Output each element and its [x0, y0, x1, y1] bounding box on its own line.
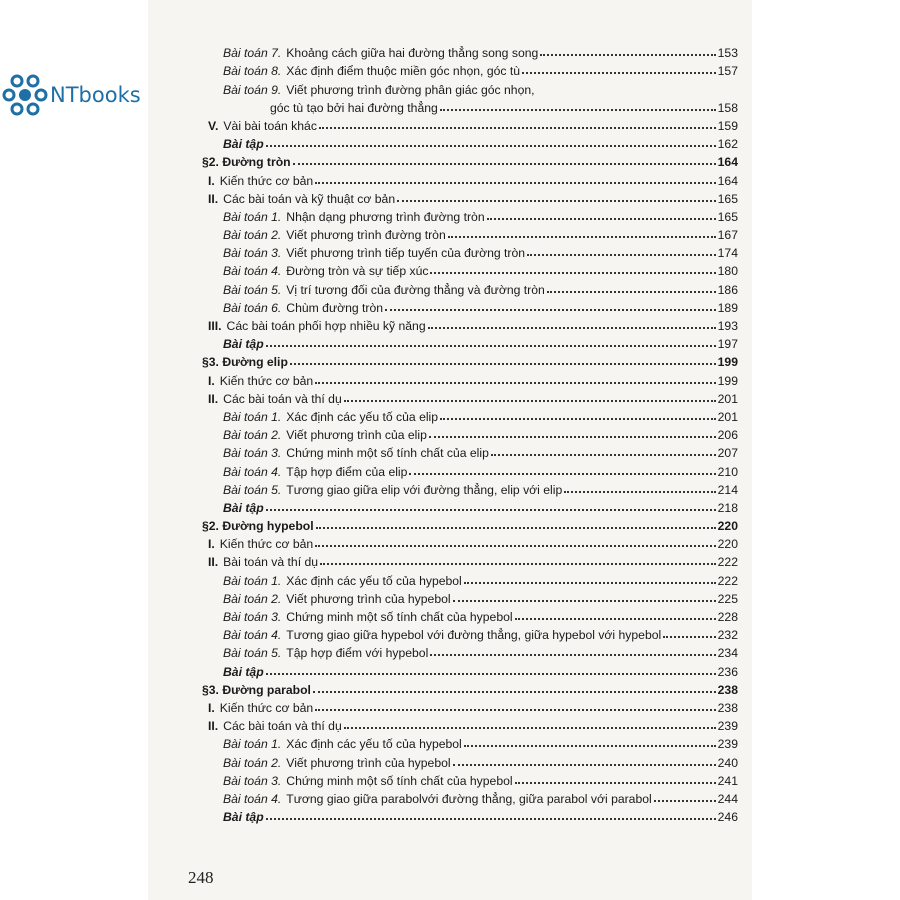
toc-entry-title: Bài tập [223, 664, 264, 679]
toc-entry-title: Các bài toán phối hợp nhiều kỹ năng [226, 319, 426, 333]
leader-dots [428, 327, 716, 329]
leader-dots [266, 673, 716, 675]
toc-entry-page: 236 [717, 664, 738, 679]
toc-entry-page: 222 [717, 555, 738, 570]
leader-dots [320, 563, 716, 565]
toc-entry [202, 424, 738, 442]
toc-entry-page: 201 [717, 409, 738, 424]
toc-entry-title: Chứng minh một số tính chất của elip [286, 446, 489, 461]
toc-entry [202, 715, 738, 733]
toc-entry-title: Tương giao giữa hypebol với đường thẳng, giữa hypebol với hypebol [286, 628, 662, 643]
toc-entry-label: III. [208, 319, 222, 333]
toc-entry-label: Bài toán 4. [223, 464, 282, 479]
toc-entry-label: I. [208, 537, 215, 552]
toc-entry-label: II. [208, 555, 219, 570]
toc-entry-label: Bài toán 7. [223, 46, 282, 61]
toc-entry-title: Kiến thức cơ bản [219, 373, 314, 388]
toc-entry-label: Bài toán 3. [223, 246, 282, 261]
toc-entry [202, 333, 738, 351]
toc-entry-page: 240 [717, 755, 738, 770]
toc-entry-title: Bài tập [223, 137, 264, 152]
leader-dots [316, 527, 716, 529]
toc-entry-page: 239 [717, 719, 738, 734]
toc-entry-label: I. [208, 373, 215, 388]
toc-entry-title: Bài tập [223, 337, 264, 352]
toc-entry-title: Nhận dạng phương trình đường tròn [286, 209, 485, 224]
toc-entry-title: §3. Đường elip [202, 355, 288, 370]
toc-entry [202, 78, 738, 96]
toc-entry-label: Bài toán 5. [223, 282, 282, 297]
leader-dots [397, 200, 716, 202]
toc-entry-label: Bài toán 1. [223, 209, 282, 224]
toc-entry-page: 206 [717, 428, 738, 443]
toc-entry [202, 569, 738, 587]
toc-entry-title: Xác định điểm thuộc miền góc nhọn, góc tù [286, 64, 521, 79]
toc-entry-title: Chùm đường tròn [286, 300, 384, 315]
toc-entry-page: 246 [717, 810, 738, 825]
leader-dots [315, 382, 715, 384]
brand-name: NTbooks [50, 83, 141, 107]
leader-dots [430, 654, 715, 656]
toc-entry-page: 218 [717, 500, 738, 515]
leader-dots [429, 436, 716, 438]
toc-entry-label: Bài toán 8. [223, 64, 282, 79]
toc-entry-label: Bài toán 1. [223, 573, 282, 588]
toc-entry [202, 406, 738, 424]
toc-entry [202, 351, 738, 369]
toc-entry-page: 193 [717, 319, 738, 333]
toc-entry-label: II. [208, 191, 219, 206]
toc-entry-label: II. [208, 719, 219, 734]
toc-entry-title: §2. Đường hypebol [202, 519, 314, 534]
toc-entry-label: Bài toán 1. [223, 409, 282, 424]
leader-dots [315, 545, 715, 547]
toc-entry-title: Vị trí tương đối của đường thẳng và đường tròn [286, 282, 545, 297]
leader-dots [315, 709, 715, 711]
leader-dots [564, 491, 715, 493]
toc-entry-page: 162 [717, 137, 738, 152]
toc-entry-title: Khoảng cách giữa hai đường thẳng song song [286, 46, 539, 61]
toc-entry-page: 164 [717, 155, 738, 170]
toc-entry-title: Chứng minh một số tính chất của hypebol [286, 610, 513, 624]
toc-entry-page: 222 [717, 573, 738, 588]
toc-entry [202, 115, 738, 133]
toc-entry [202, 551, 738, 569]
toc-entry-title: Bài tập [223, 810, 264, 825]
toc-entry-label: V. [208, 118, 219, 133]
leader-dots [266, 145, 716, 147]
leader-dots [515, 618, 716, 620]
toc-entry-label: Bài toán 4. [223, 264, 282, 279]
toc-entry-page: 207 [717, 446, 738, 461]
toc-entry-title: Xác định các yếu tố của elip [286, 409, 439, 424]
toc-entry-title: Kiến thức cơ bản [219, 173, 314, 188]
toc-entry-label: II. [208, 391, 219, 406]
leader-dots [293, 163, 716, 165]
toc-entry-label: Bài toán 5. [223, 646, 282, 661]
toc-entry-title: Viết phương trình tiếp tuyến của đường tròn [286, 246, 526, 261]
leader-dots [453, 764, 716, 766]
toc-entry-label: Bài toán 5. [223, 482, 282, 497]
leader-dots [540, 54, 715, 56]
toc-entry-page: 164 [717, 173, 738, 188]
toc-entry-page: 238 [717, 682, 738, 697]
leader-dots [266, 509, 716, 511]
toc-entry [202, 151, 738, 169]
toc-entry [202, 515, 738, 533]
toc-entry [202, 278, 738, 296]
toc-entry [202, 169, 738, 187]
toc-entry-page: 199 [717, 355, 738, 370]
toc-entry [202, 497, 738, 515]
leader-dots [319, 127, 716, 129]
leader-dots [313, 691, 716, 693]
toc-entry-label: Bài toán 1. [223, 737, 282, 752]
toc-entry [202, 697, 738, 715]
toc-entry-title: Viết phương trình đường tròn [286, 228, 446, 243]
toc-entry-page: 234 [717, 646, 738, 661]
toc-entry-page: 220 [717, 519, 738, 534]
leader-dots [487, 218, 716, 220]
leader-dots [290, 363, 716, 365]
ntbooks-logo [2, 72, 152, 118]
toc-entry [202, 660, 738, 678]
toc-entry [202, 770, 738, 788]
toc-entry [202, 442, 738, 460]
toc-entry-page: 153 [717, 46, 738, 61]
toc-entry-title: Tập hợp điểm của elip [286, 464, 408, 479]
toc-entry-title: Bài toán và thí dụ [223, 555, 319, 570]
toc-entry-title: Vài bài toán khác [223, 118, 317, 133]
toc-entry [202, 369, 738, 387]
toc-entry [202, 679, 738, 697]
toc-entry [202, 806, 738, 824]
toc-entry-label: Bài toán 3. [223, 610, 282, 624]
table-of-contents [202, 42, 738, 824]
toc-entry [202, 533, 738, 551]
toc-entry-label: Bài toán 9. [223, 82, 282, 97]
leader-dots [385, 309, 716, 311]
toc-entry-label: Bài toán 2. [223, 228, 282, 243]
toc-entry-label: Bài toán 2. [223, 591, 282, 606]
toc-entry-title: Viết phương trình đường phân giác góc nhọn, [286, 82, 535, 97]
toc-entry-title: Các bài toán và kỹ thuật cơ bản [223, 191, 396, 206]
toc-entry-title: Tương giao giữa parabolvới đường thẳng, giữa parabol với parabol [286, 791, 652, 806]
toc-entry [202, 188, 738, 206]
leader-dots [344, 727, 716, 729]
leader-dots [515, 782, 716, 784]
toc-entry-title: Viết phương trình của hypebol [286, 755, 451, 770]
toc-entry-page: 210 [717, 464, 738, 479]
toc-entry [202, 624, 738, 642]
toc-entry-page: 238 [717, 700, 738, 715]
toc-entry-title: Các bài toán và thí dụ [223, 391, 342, 406]
leader-dots [663, 636, 715, 638]
toc-entry-page: 159 [717, 118, 738, 133]
toc-entry-label: Bài toán 4. [223, 791, 282, 806]
leader-dots [315, 182, 715, 184]
toc-entry-page: 189 [717, 300, 738, 315]
toc-entry-label: I. [208, 173, 215, 188]
toc-entry-page: 197 [717, 337, 738, 352]
leader-dots [266, 345, 716, 347]
toc-entry [202, 460, 738, 478]
toc-entry-label: Bài toán 2. [223, 755, 282, 770]
leader-dots [654, 800, 716, 802]
leader-dots [464, 745, 716, 747]
toc-entry [202, 133, 738, 151]
leader-dots [491, 454, 716, 456]
leader-dots [440, 109, 716, 111]
toc-entry-page: 167 [717, 228, 738, 243]
molecule-icon [2, 72, 48, 118]
toc-entry [202, 297, 738, 315]
toc-entry-label: Bài toán 6. [223, 300, 282, 315]
toc-entry-page: 157 [717, 64, 738, 79]
leader-dots [464, 582, 716, 584]
toc-entry-title: Viết phương trình của hypebol [286, 591, 451, 606]
toc-entry [202, 479, 738, 497]
toc-entry-page: 228 [717, 610, 738, 624]
toc-entry-page: 165 [717, 191, 738, 206]
toc-entry-title: Bài tập [223, 500, 264, 515]
toc-entry [202, 788, 738, 806]
leader-dots [453, 600, 716, 602]
toc-entry-title: góc tù tạo bởi hai đường thẳng [270, 100, 438, 115]
toc-entry-title: Tập hợp điểm với hypebol [286, 646, 429, 661]
toc-entry [202, 751, 738, 769]
toc-entry [202, 242, 738, 260]
leader-dots [266, 818, 716, 820]
toc-entry [202, 42, 738, 60]
toc-entry [202, 733, 738, 751]
toc-entry-page: 225 [717, 591, 738, 606]
toc-entry-title: §3. Đường parabol [202, 682, 311, 697]
toc-entry-page: 186 [717, 282, 738, 297]
toc-entry-page: 220 [717, 537, 738, 552]
toc-entry [202, 588, 738, 606]
toc-entry-page: 201 [717, 391, 738, 406]
toc-entry-page: 214 [717, 482, 738, 497]
toc-entry-page: 244 [717, 791, 738, 806]
toc-entry-label: Bài toán 3. [223, 773, 282, 788]
toc-entry-page: 165 [717, 209, 738, 224]
toc-entry [202, 97, 738, 115]
toc-entry [202, 315, 738, 333]
toc-entry [202, 224, 738, 242]
toc-entry-title: Xác định các yếu tố của hypebol [286, 573, 462, 588]
toc-entry-page: 199 [717, 373, 738, 388]
leader-dots [448, 236, 716, 238]
toc-entry-page: 180 [717, 264, 738, 279]
leader-dots [440, 418, 716, 420]
toc-entry-label: I. [208, 700, 215, 715]
toc-entry-label: Bài toán 4. [223, 628, 282, 643]
toc-entry-title: Chứng minh một số tính chất của hypebol [286, 773, 513, 788]
toc-entry-page: 158 [717, 100, 738, 115]
toc-entry-title: Các bài toán và thí dụ [223, 719, 342, 734]
toc-entry [202, 606, 738, 624]
leader-dots [344, 400, 716, 402]
toc-entry-title: Tương giao giữa elip với đường thẳng, elip với elip [286, 482, 563, 497]
toc-entry-page: 239 [717, 737, 738, 752]
toc-entry-title: Kiến thức cơ bản [219, 700, 314, 715]
leader-dots [547, 291, 716, 293]
leader-dots [522, 72, 716, 74]
toc-entry [202, 260, 738, 278]
leader-dots [409, 473, 715, 475]
toc-entry-title: Viết phương trình của elip [286, 428, 427, 443]
toc-entry-title: §2. Đường tròn [202, 155, 291, 170]
toc-entry-label: Bài toán 2. [223, 428, 282, 443]
toc-entry-page: 241 [717, 773, 738, 788]
toc-entry-label: Bài toán 3. [223, 446, 282, 461]
toc-entry-page: 232 [717, 628, 738, 643]
leader-dots [430, 272, 715, 274]
toc-entry-page: 174 [717, 246, 738, 261]
toc-entry-title: Xác định các yếu tố của hypebol [286, 737, 462, 752]
toc-entry [202, 642, 738, 660]
page-number: 248 [188, 868, 214, 887]
leader-dots [527, 254, 716, 256]
toc-entry [202, 388, 738, 406]
toc-entry-title: Đường tròn và sự tiếp xúc [286, 264, 429, 279]
toc-entry [202, 60, 738, 78]
toc-entry [202, 206, 738, 224]
toc-entry-title: Kiến thức cơ bản [219, 537, 314, 552]
